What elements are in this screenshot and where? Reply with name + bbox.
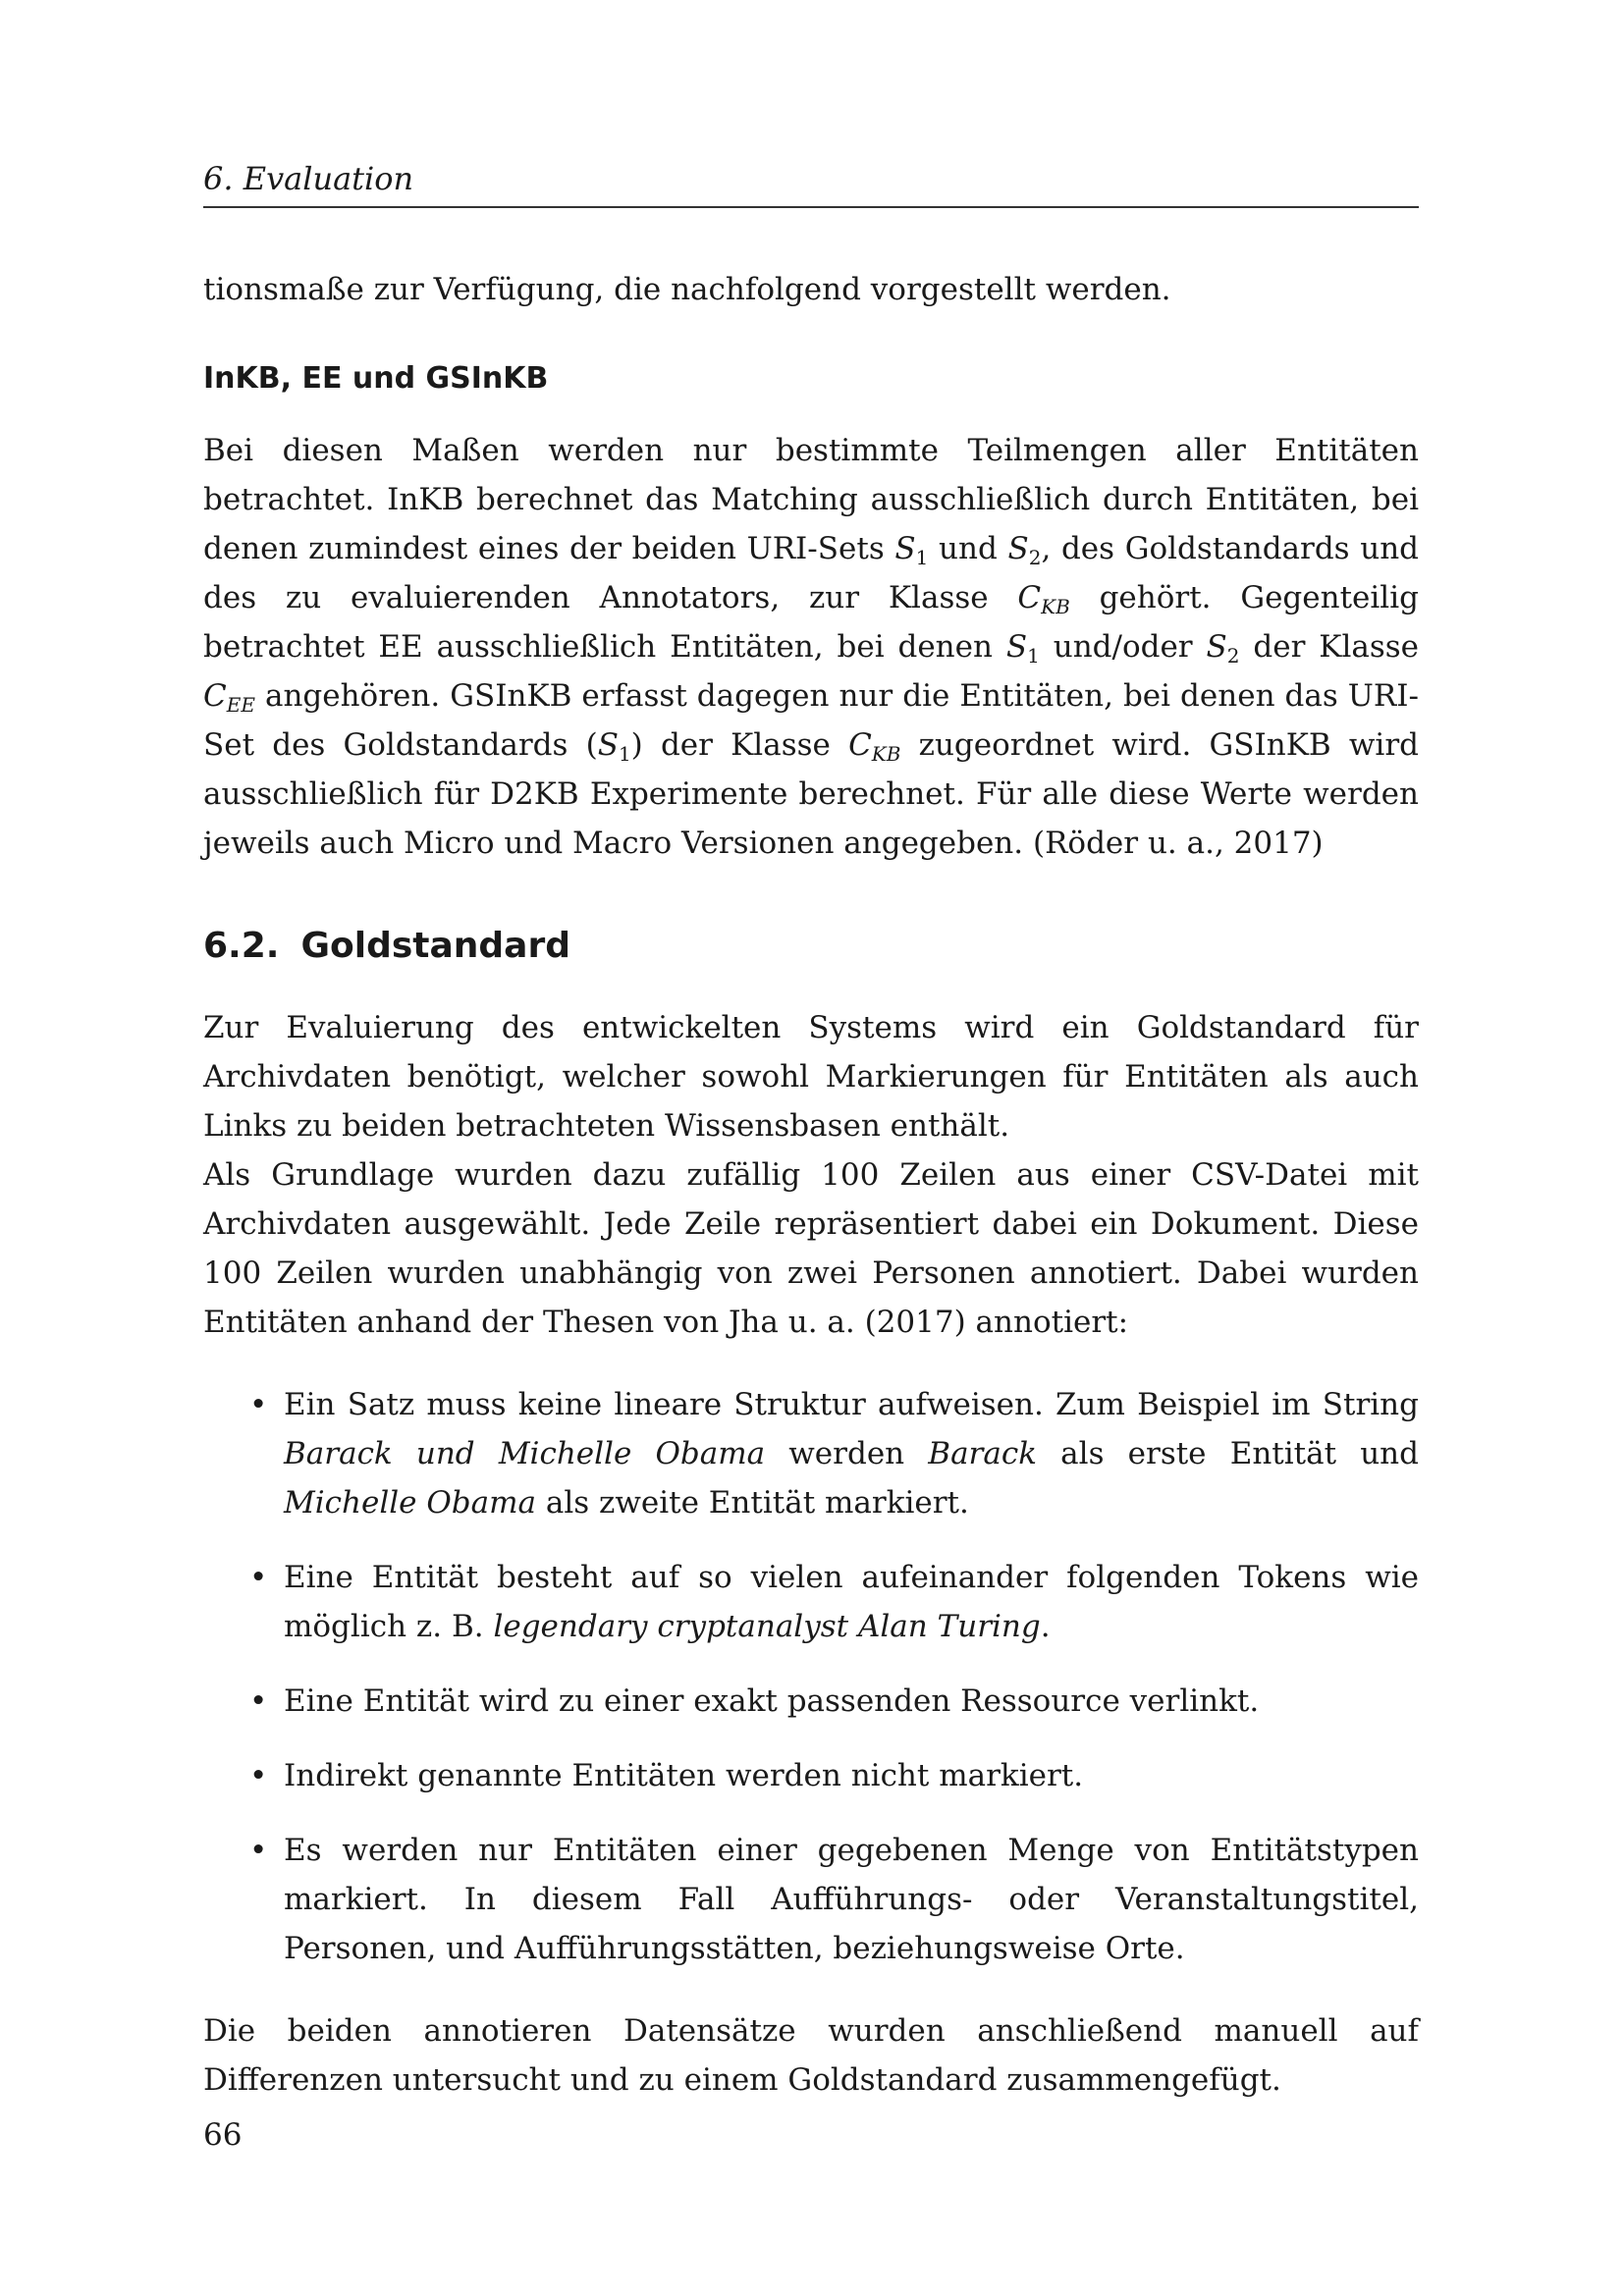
list-item: • Es werden nur Entitäten einer gegebenen Menge von Entitätstypen markiert. In diesem Fall Aufführungs- oder Veranstaltungstitel, Personen, und Aufführungsstätten, beziehungsweise Orte. <box>203 1826 1419 1973</box>
page-body <box>203 265 1419 2105</box>
bullet-icon: • <box>249 1560 268 1595</box>
bullet-icon: • <box>249 1683 268 1719</box>
annotation-rules-list <box>203 1380 1419 1973</box>
measures-paragraph: Bei diesen Maßen werden nur bestimmte Teilmengen aller Entitäten betrachtet. InKB berechnet das Matching ausschließlich durch Entitäten, bei denen zumindest eines der beiden URI-Sets $S_1$ und $S_2$, des Goldstandards und des zu evaluierenden Annotators, zur Klasse $C_{KB}$ gehört. Gegenteilig betrachtet EE ausschließlich Entitäten, bei denen $S_1$ und/oder $S_2$ der Klasse $C_{EE}$ angehören. GSInKB erfasst dagegen nur die Entitäten, bei denen das URI-Set des Goldstandards $(S_1)$ der Klasse $C_{KB}$ zugeordnet wird. GSInKB wird ausschließlich für D2KB Experimente berechnet. Für alle diese Werte werden jeweils auch Micro und Macro Versionen angegeben. (Röder u. a., 2017) <box>203 433 1420 861</box>
bullet-icon: • <box>249 1833 268 1868</box>
section-title: Goldstandard <box>300 926 570 966</box>
page-number: 66 <box>203 2117 243 2153</box>
list-item: • Indirekt genannte Entitäten werden nicht markiert. <box>203 1751 1419 1800</box>
list-item: • Eine Entität besteht auf so vielen aufeinander folgenden Tokens wie möglich z. B. legendary cryptanalyst Alan Turing. <box>203 1553 1419 1651</box>
section-number: 6.2. <box>203 926 280 966</box>
subsection-heading: InKB, EE und GSInKB <box>203 361 549 396</box>
section-heading <box>203 923 1419 970</box>
basis-paragraph: Als Grundlage wurden dazu zufällig 100 Zeilen aus einer CSV-Datei mit Archivdaten ausgewählt. Jede Zeile repräsentiert dabei ein Dokument. Diese 100 Zeilen wurden unabhängig von zwei Personen annotiert. Dabei wurden Entitäten anhand der Thesen von Jha u. a. (2017) annotiert: <box>203 1157 1419 1340</box>
bullet-icon: • <box>249 1387 268 1422</box>
conclusion-paragraph: Die beiden annotieren Datensätze wurden anschließend manuell auf Differenzen untersucht und zu einem Goldstandard zusammengefügt. <box>203 2013 1419 2098</box>
list-item: • Ein Satz muss keine lineare Struktur aufweisen. Zum Beispiel im String Barack und Michelle Obama werden Barack als erste Entität und Michelle Obama als zweite Entität markiert. <box>203 1380 1419 1527</box>
list-item: • Eine Entität wird zu einer exakt passenden Ressource verlinkt. <box>203 1677 1419 1726</box>
bullet-icon: • <box>249 1758 268 1793</box>
intro-paragraph: tionsmaße zur Verfügung, die nachfolgend vorgestellt werden. <box>203 272 1171 307</box>
goldstandard-paragraph: Zur Evaluierung des entwickelten Systems wird ein Goldstandard für Archivdaten benötigt, welcher sowohl Markierungen für Entitäten als auch Links zu beiden betrachteten Wissensbasen enthält. <box>203 1010 1419 1144</box>
running-header: 6. Evaluation <box>203 157 1419 208</box>
